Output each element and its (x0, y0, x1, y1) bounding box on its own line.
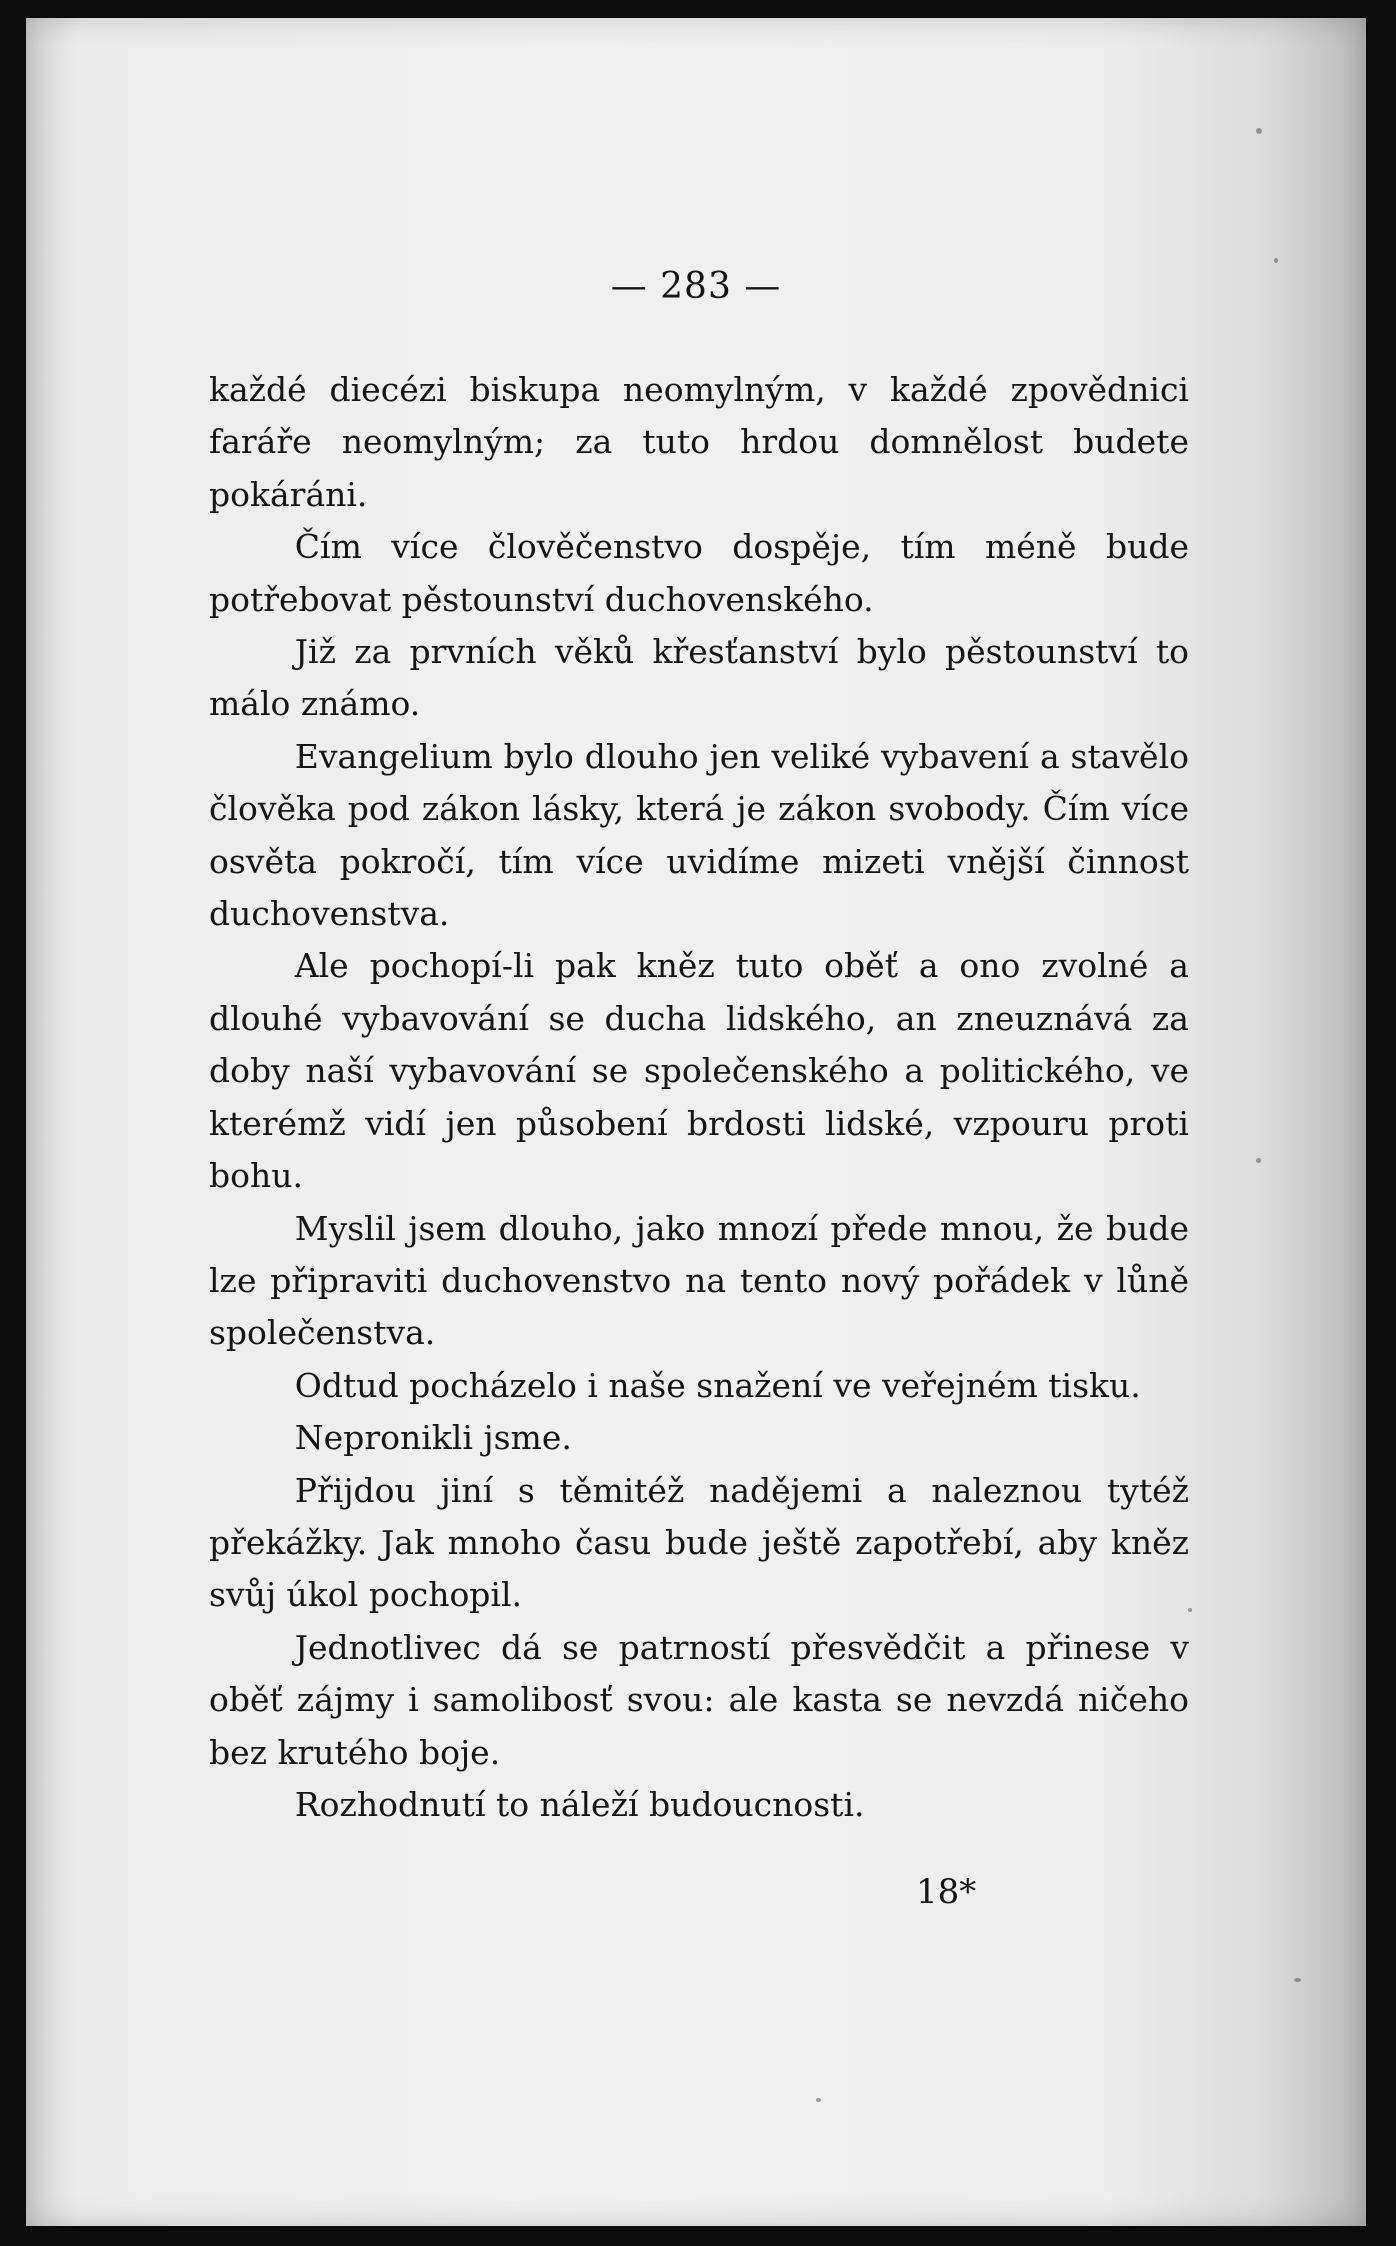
book-page (26, 18, 1366, 2226)
dust-speck (816, 2098, 821, 2102)
paragraph-8: Nepronikli jsme. (294, 1418, 572, 1458)
dust-speck (1188, 1608, 1192, 1612)
paragraph-10: Jednotlivec dá se patrností přesvědčit a přinese v oběť zájmy i samolibosť svou: ale kasta se nevzdá ničeho bez krutého boje. (209, 1627, 1189, 1772)
paragraph-2: Čím více člověčenstvo dospěje, tím méně bude potřebovat pěstounství duchovenského. (209, 527, 1189, 619)
paragraph-5: Ale pochopí-li pak kněz tuto oběť a ono zvolné a dlouhé vybavování se ducha lidského, an zneuznává za doby naší vybavování se společenského a politického, ve kterémž vidí jen působení brdosti lidské, vzpouru proti bohu. (209, 946, 1189, 1196)
paragraph-7: Odtud pocházelo i naše snažení ve veřejném tisku. (294, 1365, 1141, 1405)
dust-speck (1256, 1158, 1261, 1163)
paragraph-9: Přijdou jiní s těmitéž nadějemi a naleznou tytéž překážky. Jak mnoho času bude ještě zapotřebí, aby kněz svůj úkol pochopil. (209, 1470, 1189, 1615)
page-number: — 283 — (610, 266, 782, 307)
dust-speck (1256, 128, 1262, 134)
paragraph-1: každé diecézi biskupa neomylným, v každé zpovědnici faráře neomylným; za tuto hrdou domnělost budete pokáráni. (209, 370, 1189, 514)
dust-speck (1274, 258, 1278, 263)
paragraph-3: Již za prvních věků křesťanství bylo pěstounství to málo známo. (209, 632, 1189, 724)
paragraph-4: Evangelium bylo dlouho jen veliké vybavení a stavělo člověka pod zákon lásky, která je zákon svobody. Čím více osvěta pokročí, tím více uvidíme mizeti vnější činnost duchovenstva. (209, 736, 1189, 934)
paragraph-11: Rozhodnutí to náleží budoucnosti. (294, 1784, 865, 1824)
paragraph-6: Myslil jsem dlouho, jako mnozí přede mnou, že bude lze připraviti duchovenstvo na tento nový pořádek v lůně společenstva. (209, 1208, 1189, 1353)
body-text (209, 364, 1189, 1831)
signature-mark: 18* (916, 1872, 977, 1912)
dust-speck (1294, 1978, 1301, 1982)
